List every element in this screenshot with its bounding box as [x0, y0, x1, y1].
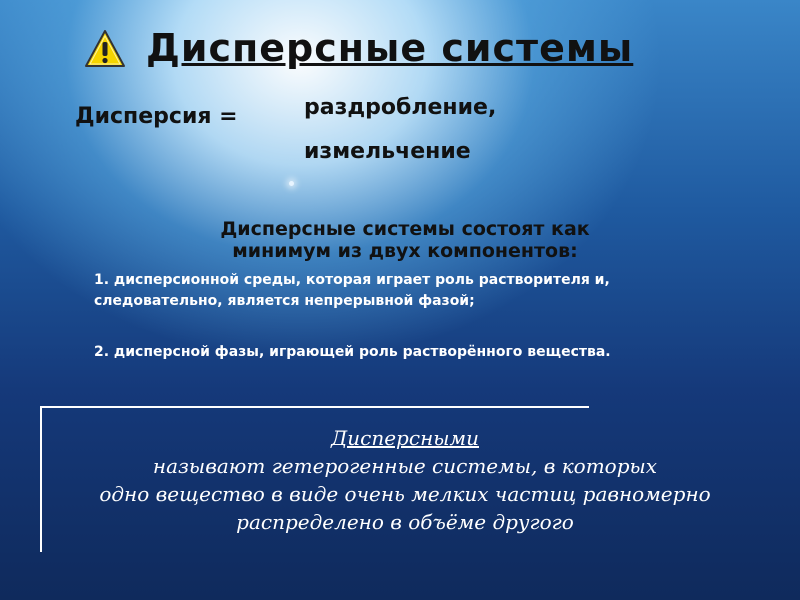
- warning-icon: [84, 28, 126, 70]
- dispersion-term: Дисперсия =: [75, 104, 238, 129]
- definition-text: [48, 424, 762, 536]
- components-heading-line1: Дисперсные системы состоят как: [220, 218, 590, 240]
- light-sparkle: [289, 181, 294, 186]
- component-item-1-line2: следовательно, является непрерывной фазой;: [94, 293, 475, 309]
- definition-line1: [48, 424, 762, 480]
- definition-line3: распределено в объёме другого: [236, 510, 574, 534]
- definition-term: Дисперсными: [331, 426, 479, 450]
- slide-title: Дисперсные системы: [146, 26, 634, 70]
- definition-line2: одно вещество в виде очень мелких частиц равномерно: [99, 482, 711, 506]
- dispersion-meaning-line2: измельчение: [304, 139, 471, 164]
- components-heading: [160, 218, 650, 262]
- component-item-1-line1: 1. дисперсионной среды, которая играет роль растворителя и,: [94, 272, 610, 288]
- dispersion-meaning: [304, 86, 496, 174]
- component-item-2: 2. дисперсной фазы, играющей роль растворённого вещества.: [94, 344, 611, 360]
- dispersion-meaning-line1: раздробление,: [304, 95, 497, 120]
- frame-top-line: [41, 406, 589, 408]
- definition-line1-rest: называют гетерогенные системы, в которых: [152, 454, 658, 478]
- component-item-1: [94, 270, 734, 312]
- frame-left-line: [40, 406, 42, 552]
- components-heading-line2: минимум из двух компонентов:: [232, 240, 578, 262]
